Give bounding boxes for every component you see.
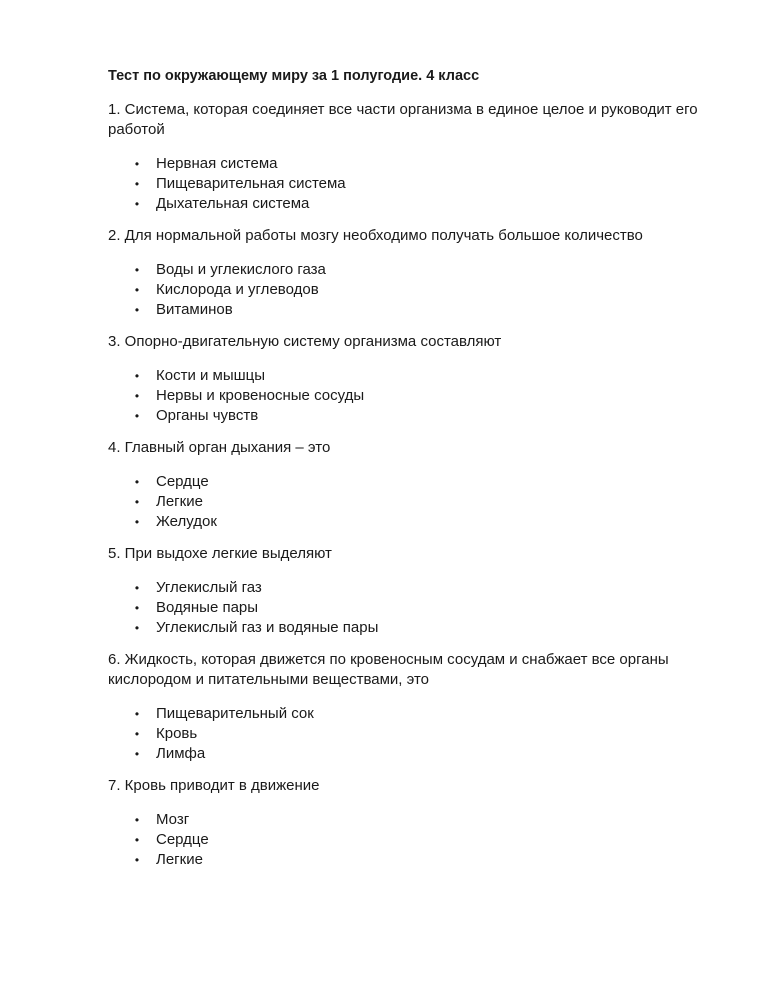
question-list: [108, 100, 728, 870]
question-3: [108, 332, 728, 426]
bullet-icon: •: [134, 813, 140, 827]
answer-option-label: Органы чувств: [156, 407, 259, 424]
answer-option-label: Легкие: [156, 851, 203, 868]
question-4: [108, 438, 728, 532]
bullet-icon: •: [134, 833, 140, 847]
bullet-icon: •: [134, 369, 140, 383]
bullet-icon: •: [134, 707, 140, 721]
bullet-icon: •: [134, 177, 140, 191]
document-page: [108, 66, 728, 882]
answer-option-label: Мозг: [156, 811, 190, 828]
bullet-icon: •: [134, 495, 140, 509]
answer-option-label: Кости и мышцы: [156, 367, 266, 384]
answer-option: [108, 704, 728, 724]
bullet-icon: •: [134, 621, 140, 635]
answer-option-label: Дыхательная система: [156, 195, 310, 212]
answer-option: [108, 578, 728, 598]
bullet-icon: •: [134, 409, 140, 423]
answer-option: [108, 492, 728, 512]
bullet-icon: •: [134, 475, 140, 489]
answer-option-label: Пищеварительная система: [156, 175, 346, 192]
question-text: 6. Жидкость, которая движется по кровеносным сосудам и снабжает все органы кислородом и питательными веществами, это: [108, 651, 669, 688]
answer-option: [108, 174, 728, 194]
answer-option-label: Углекислый газ и водяные пары: [156, 619, 379, 636]
bullet-icon: •: [134, 263, 140, 277]
question-6: [108, 650, 728, 764]
answer-options: [108, 810, 728, 870]
answer-option-label: Водяные пары: [156, 599, 259, 616]
answer-option: [108, 300, 728, 320]
answer-option: [108, 830, 728, 850]
answer-options: [108, 366, 728, 426]
answer-option: [108, 724, 728, 744]
answer-option-label: Витаминов: [156, 301, 233, 318]
question-5: [108, 544, 728, 638]
answer-option-label: Кровь: [156, 725, 198, 742]
answer-option-label: Углекислый газ: [156, 579, 262, 596]
answer-option-label: Пищеварительный сок: [156, 705, 314, 722]
bullet-icon: •: [134, 581, 140, 595]
answer-option: [108, 154, 728, 174]
answer-option-label: Желудок: [156, 513, 217, 530]
question-text: 5. При выдохе легкие выделяют: [108, 545, 332, 562]
answer-option-label: Нервная система: [156, 155, 278, 172]
question-text: 4. Главный орган дыхания – это: [108, 439, 331, 456]
answer-option: [108, 744, 728, 764]
bullet-icon: •: [134, 515, 140, 529]
answer-option: [108, 810, 728, 830]
question-text: 3. Опорно-двигательную систему организма составляют: [108, 333, 502, 350]
answer-option-label: Нервы и кровеносные сосуды: [156, 387, 365, 404]
answer-option: [108, 366, 728, 386]
answer-option-label: Кислорода и углеводов: [156, 281, 319, 298]
question-text: 7. Кровь приводит в движение: [108, 777, 320, 794]
answer-options: [108, 704, 728, 764]
answer-option: [108, 618, 728, 638]
bullet-icon: •: [134, 389, 140, 403]
answer-options: [108, 260, 728, 320]
bullet-icon: •: [134, 303, 140, 317]
answer-options: [108, 472, 728, 532]
bullet-icon: •: [134, 747, 140, 761]
answer-option-label: Воды и углекислого газа: [156, 261, 326, 278]
answer-option: [108, 406, 728, 426]
bullet-icon: •: [134, 601, 140, 615]
question-7: [108, 776, 728, 870]
question-1: [108, 100, 728, 214]
answer-option: [108, 260, 728, 280]
bullet-icon: •: [134, 853, 140, 867]
answer-option: [108, 472, 728, 492]
question-text: 1. Система, которая соединяет все части организма в единое целое и руководит его работой: [108, 101, 698, 138]
question-2: [108, 226, 728, 320]
answer-option: [108, 280, 728, 300]
answer-option-label: Сердце: [156, 831, 209, 848]
question-text: 2. Для нормальной работы мозгу необходимо получать большое количество: [108, 227, 643, 244]
answer-options: [108, 154, 728, 214]
bullet-icon: •: [134, 157, 140, 171]
answer-options: [108, 578, 728, 638]
bullet-icon: •: [134, 283, 140, 297]
answer-option-label: Лимфа: [156, 745, 206, 762]
answer-option: [108, 194, 728, 214]
answer-option-label: Легкие: [156, 493, 203, 510]
answer-option: [108, 598, 728, 618]
answer-option-label: Сердце: [156, 473, 209, 490]
document-title: Тест по окружающему миру за 1 полугодие. 4 класс: [108, 68, 480, 84]
bullet-icon: •: [134, 727, 140, 741]
answer-option: [108, 850, 728, 870]
bullet-icon: •: [134, 197, 140, 211]
answer-option: [108, 386, 728, 406]
answer-option: [108, 512, 728, 532]
